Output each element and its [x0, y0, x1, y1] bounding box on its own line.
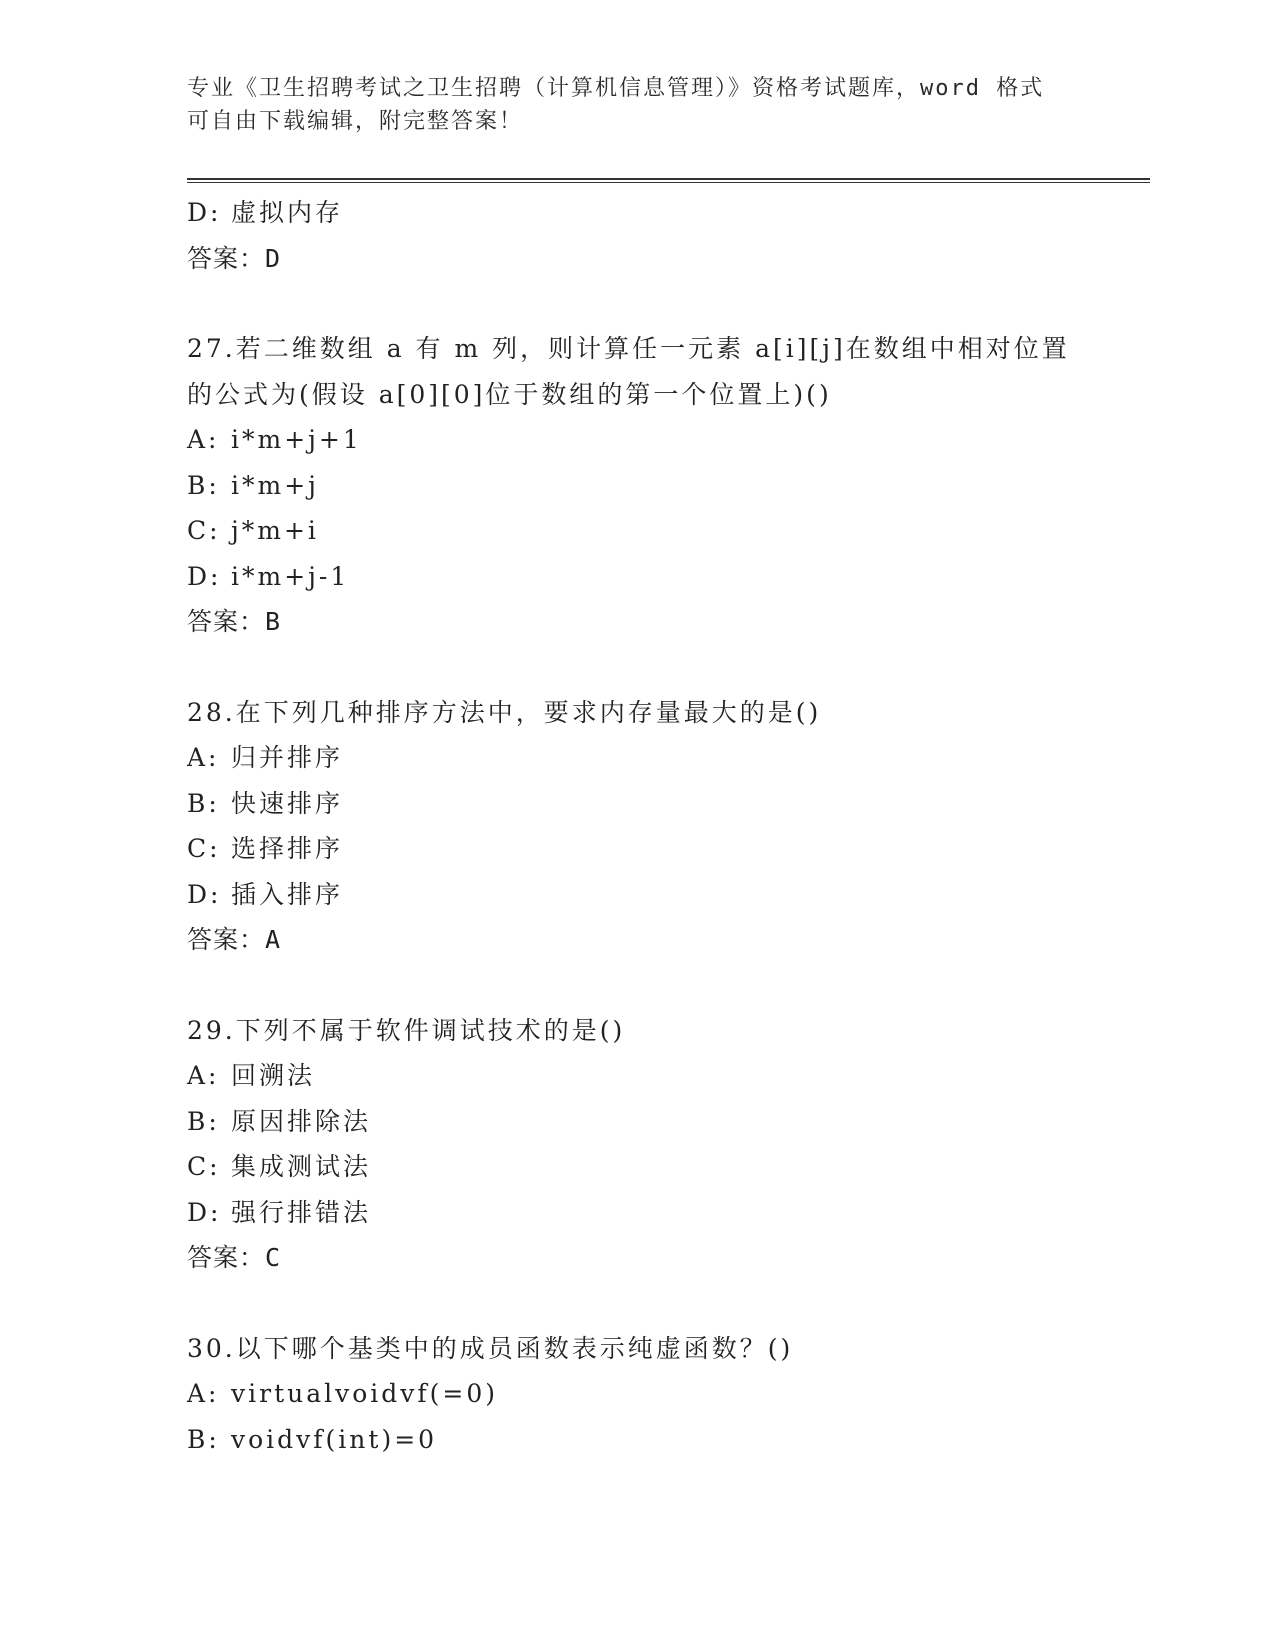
- option-d: [187, 554, 1147, 600]
- option-c: [187, 508, 1147, 554]
- answer-label: 答案：: [187, 607, 266, 636]
- option-b: [187, 781, 1147, 827]
- option-text: 集成测试法: [231, 1152, 372, 1181]
- answer-line: [187, 236, 1147, 282]
- option-key: B:: [187, 788, 220, 818]
- option-a: [187, 1371, 1147, 1417]
- option-d: [187, 190, 1147, 236]
- option-text: 回溯法: [231, 1061, 316, 1090]
- option-key: D:: [187, 1197, 222, 1227]
- option-d: [187, 1190, 1147, 1236]
- answer-line: [187, 1235, 1147, 1281]
- option-key: D:: [187, 561, 222, 591]
- question-stem: 27.若二维数组 a 有 m 列，则计算任一元素 a[i][j]在数组中相对位置: [187, 334, 1070, 363]
- option-key: A:: [187, 425, 220, 454]
- header-divider: [187, 178, 1150, 183]
- option-c: [187, 1144, 1147, 1190]
- answer-value: C: [265, 1243, 282, 1272]
- header-line-1: 专业《卫生招聘考试之卫生招聘（计算机信息管理）》资格考试题库，word 格式: [187, 76, 1045, 101]
- option-key: A:: [187, 1061, 220, 1090]
- question-stem: 29.下列不属于软件调试技术的是(): [187, 1015, 626, 1045]
- question-stem: 的公式为(假设 a[0][0]位于数组的第一个位置上)(): [187, 379, 832, 409]
- option-c: [187, 826, 1147, 872]
- option-text: i*m+j+1: [231, 425, 362, 454]
- answer-value: A: [265, 925, 282, 954]
- option-text: virtualvoidvf(=0): [231, 1379, 499, 1408]
- option-text: voidvf(int)=0: [231, 1424, 438, 1454]
- answer-line: [187, 917, 1147, 963]
- option-text: 插入排序: [231, 879, 344, 909]
- question-stem: 28.在下列几种排序方法中，要求内存量最大的是(): [187, 697, 822, 727]
- option-key: C:: [187, 834, 221, 863]
- option-key: C:: [187, 1152, 221, 1181]
- option-key: B:: [187, 1106, 220, 1136]
- answer-value: B: [265, 607, 282, 636]
- question-28: [187, 690, 1147, 963]
- option-text: 归并排序: [231, 743, 344, 772]
- question-stem: 30.以下哪个基类中的成员函数表示纯虚函数？(): [187, 1333, 794, 1363]
- option-text: i*m+j: [231, 470, 319, 500]
- answer-line: [187, 599, 1147, 645]
- option-a: [187, 1053, 1147, 1099]
- option-text: 选择排序: [231, 834, 344, 863]
- option-b: [187, 463, 1147, 509]
- option-key: B:: [187, 470, 220, 500]
- option-text: j*m+i: [231, 516, 319, 545]
- option-key: B:: [187, 1424, 220, 1454]
- option-key: D:: [187, 198, 222, 227]
- question-list: [187, 190, 1147, 1462]
- option-key: A:: [187, 1379, 220, 1408]
- option-key: A:: [187, 743, 220, 772]
- question-30: [187, 1326, 1147, 1463]
- option-text: 原因排除法: [231, 1106, 372, 1136]
- option-b: [187, 1417, 1147, 1463]
- answer-label: 答案：: [187, 1243, 266, 1272]
- answer-label: 答案：: [187, 925, 266, 954]
- option-text: i*m+j-1: [231, 561, 350, 591]
- header-line-2: 可自由下载编辑，附完整答案！: [187, 109, 524, 134]
- answer-label: 答案：: [187, 243, 266, 273]
- answer-value: D: [265, 243, 282, 273]
- option-a: [187, 735, 1147, 781]
- option-key: C:: [187, 516, 221, 545]
- option-text: 快速排序: [231, 788, 344, 818]
- option-a: [187, 417, 1147, 463]
- question-29: [187, 1008, 1147, 1281]
- option-d: [187, 872, 1147, 918]
- option-text: 虚拟内存: [231, 198, 344, 227]
- document-header: [187, 72, 1087, 138]
- option-text: 强行排错法: [231, 1197, 372, 1227]
- option-b: [187, 1099, 1147, 1145]
- option-key: D:: [187, 879, 222, 909]
- question-27: [187, 326, 1147, 645]
